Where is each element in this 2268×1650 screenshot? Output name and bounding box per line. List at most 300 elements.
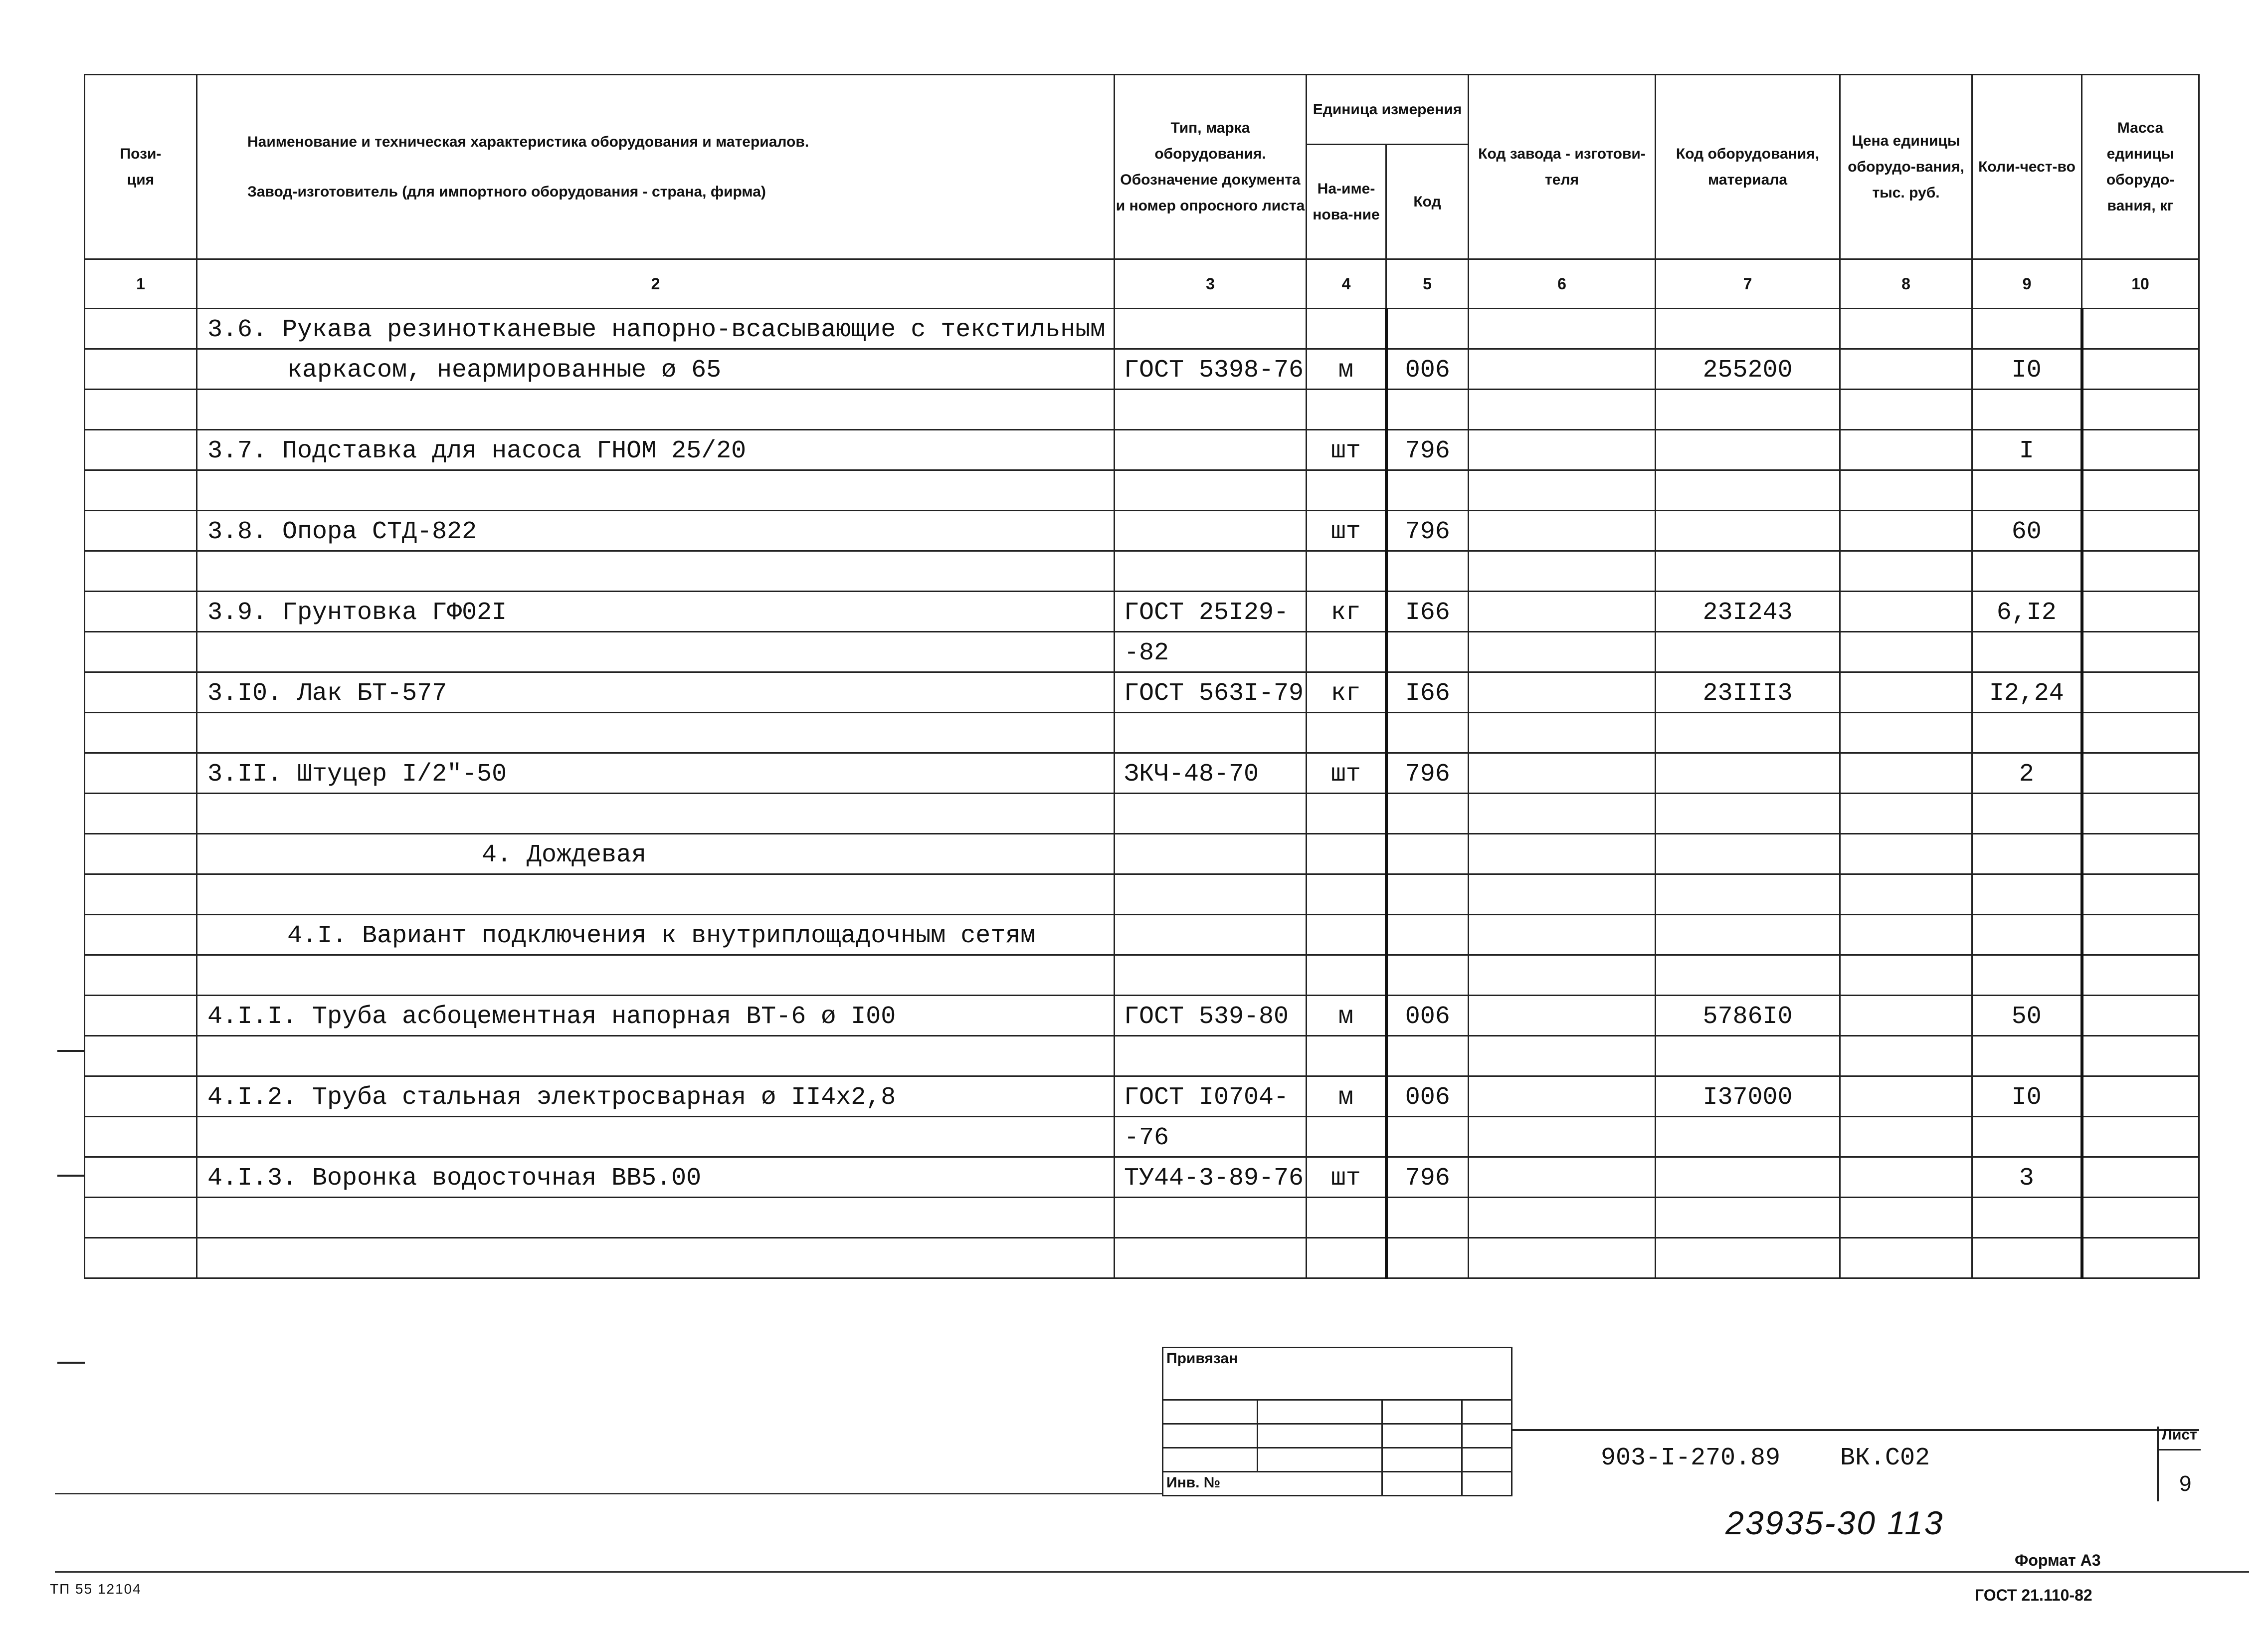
factory-cell bbox=[1469, 1198, 1656, 1238]
fold-mark bbox=[57, 1362, 85, 1364]
qty-cell: 50 bbox=[1972, 996, 2082, 1036]
factory-cell bbox=[1469, 874, 1656, 915]
qty-cell bbox=[1972, 834, 2082, 874]
mass-cell bbox=[2082, 713, 2199, 753]
corner-code: ТП 55 12104 bbox=[50, 1581, 142, 1597]
column-number: 7 bbox=[1656, 259, 1840, 309]
doc-cell: ТУ44-3-89-76 bbox=[1115, 1157, 1307, 1198]
doc-cell bbox=[1115, 874, 1307, 915]
name-cell: 3.7. Подставка для насоса ГНОМ 25/20 bbox=[197, 430, 1115, 470]
code-cell bbox=[1386, 834, 1469, 874]
mcode-cell bbox=[1656, 713, 1840, 753]
factory-cell bbox=[1469, 390, 1656, 430]
table-row bbox=[85, 1117, 2199, 1157]
position-cell bbox=[85, 390, 197, 430]
mcode-cell: I37000 bbox=[1656, 1076, 1840, 1117]
position-cell bbox=[85, 874, 197, 915]
qty-cell: I0 bbox=[1972, 1076, 2082, 1117]
factory-cell bbox=[1469, 430, 1656, 470]
factory-cell bbox=[1469, 955, 1656, 996]
table-row bbox=[85, 672, 2199, 713]
unit-cell: шт bbox=[1307, 430, 1386, 470]
unit-cell bbox=[1307, 915, 1386, 955]
qty-cell bbox=[1972, 1238, 2082, 1278]
code-cell: 796 bbox=[1386, 1157, 1469, 1198]
position-cell bbox=[85, 834, 197, 874]
stamp-cell bbox=[1462, 1472, 1512, 1496]
gost-label: ГОСТ 21.110-82 bbox=[1975, 1586, 2092, 1604]
qty-cell bbox=[1972, 794, 2082, 834]
mass-cell bbox=[2082, 1157, 2199, 1198]
factory-cell bbox=[1469, 713, 1656, 753]
qty-cell bbox=[1972, 632, 2082, 672]
mcode-cell bbox=[1656, 1157, 1840, 1198]
header-name bbox=[197, 75, 1115, 259]
unit-cell bbox=[1307, 1117, 1386, 1157]
table-row bbox=[85, 309, 2199, 349]
format-label: Формат А3 bbox=[2015, 1551, 2101, 1569]
price-cell bbox=[1840, 874, 1972, 915]
mass-cell bbox=[2082, 551, 2199, 592]
mass-cell bbox=[2082, 1036, 2199, 1076]
factory-cell bbox=[1469, 511, 1656, 551]
factory-cell bbox=[1469, 1238, 1656, 1278]
factory-cell bbox=[1469, 349, 1656, 390]
code-cell: 796 bbox=[1386, 511, 1469, 551]
doc-cell bbox=[1115, 1238, 1307, 1278]
doc-cell: ГОСТ 539-80 bbox=[1115, 996, 1307, 1036]
stamp-cell bbox=[1462, 1448, 1512, 1472]
code-cell: 796 bbox=[1386, 430, 1469, 470]
unit-cell: м bbox=[1307, 1076, 1386, 1117]
price-cell bbox=[1840, 632, 1972, 672]
code-cell bbox=[1386, 955, 1469, 996]
mass-cell bbox=[2082, 430, 2199, 470]
column-number: 2 bbox=[197, 259, 1115, 309]
stamp-cell bbox=[1163, 1448, 1258, 1472]
qty-cell bbox=[1972, 713, 2082, 753]
mass-cell bbox=[2082, 1076, 2199, 1117]
doc-cell: ГОСТ 5398-76 bbox=[1115, 349, 1307, 390]
stamp-cell bbox=[1382, 1448, 1462, 1472]
factory-cell bbox=[1469, 632, 1656, 672]
name-cell: 3.6. Рукава резинотканевые напорно-всасывающие с текстильным bbox=[197, 309, 1115, 349]
name-cell bbox=[197, 955, 1115, 996]
header-material-code: Код оборудования, материала bbox=[1656, 75, 1840, 259]
position-cell bbox=[85, 632, 197, 672]
price-cell bbox=[1840, 592, 1972, 632]
unit-cell: кг bbox=[1307, 592, 1386, 632]
code-cell bbox=[1386, 551, 1469, 592]
mass-cell bbox=[2082, 592, 2199, 632]
code-cell bbox=[1386, 309, 1469, 349]
qty-cell bbox=[1972, 309, 2082, 349]
mcode-cell bbox=[1656, 309, 1840, 349]
doc-cell: -76 bbox=[1115, 1117, 1307, 1157]
position-cell bbox=[85, 672, 197, 713]
name-cell bbox=[197, 390, 1115, 430]
column-number-row bbox=[85, 259, 2199, 309]
unit-cell: кг bbox=[1307, 672, 1386, 713]
position-cell bbox=[85, 996, 197, 1036]
unit-cell: шт bbox=[1307, 753, 1386, 794]
position-cell bbox=[85, 1157, 197, 1198]
table-row bbox=[85, 996, 2199, 1036]
mass-cell bbox=[2082, 309, 2199, 349]
stamp-cell bbox=[1258, 1400, 1382, 1424]
factory-cell bbox=[1469, 834, 1656, 874]
unit-cell bbox=[1307, 1036, 1386, 1076]
price-cell bbox=[1840, 1238, 1972, 1278]
code-cell bbox=[1386, 713, 1469, 753]
position-cell bbox=[85, 511, 197, 551]
price-cell bbox=[1840, 1157, 1972, 1198]
mcode-cell bbox=[1656, 1117, 1840, 1157]
name-cell bbox=[197, 874, 1115, 915]
unit-cell bbox=[1307, 1198, 1386, 1238]
mass-cell bbox=[2082, 794, 2199, 834]
name-cell: 4.I. Вариант подключения к внутриплощадочным сетям bbox=[197, 915, 1115, 955]
doc-cell bbox=[1115, 309, 1307, 349]
code-cell bbox=[1386, 874, 1469, 915]
name-cell bbox=[197, 1117, 1115, 1157]
stamp-cell bbox=[1258, 1448, 1382, 1472]
price-cell bbox=[1840, 672, 1972, 713]
doc-cell bbox=[1115, 915, 1307, 955]
table-row bbox=[85, 349, 2199, 390]
column-number: 1 bbox=[85, 259, 197, 309]
price-cell bbox=[1840, 753, 1972, 794]
doc-cell bbox=[1115, 834, 1307, 874]
header-price: Цена единицы оборудо-вания, тыс. руб. bbox=[1840, 75, 1972, 259]
table-row bbox=[85, 753, 2199, 794]
code-cell bbox=[1386, 632, 1469, 672]
mass-cell bbox=[2082, 632, 2199, 672]
table-row bbox=[85, 551, 2199, 592]
qty-cell bbox=[1972, 551, 2082, 592]
position-cell bbox=[85, 713, 197, 753]
mass-cell bbox=[2082, 1238, 2199, 1278]
price-cell bbox=[1840, 511, 1972, 551]
mcode-cell bbox=[1656, 834, 1840, 874]
header-unit-group: Единица измерения bbox=[1307, 75, 1469, 145]
table-row bbox=[85, 955, 2199, 996]
position-cell bbox=[85, 1238, 197, 1278]
trim-line bbox=[55, 1493, 1162, 1494]
name-cell: 4. Дождевая bbox=[197, 834, 1115, 874]
price-cell bbox=[1840, 309, 1972, 349]
factory-cell bbox=[1469, 672, 1656, 713]
mass-cell bbox=[2082, 874, 2199, 915]
mcode-cell bbox=[1656, 511, 1840, 551]
mcode-cell bbox=[1656, 753, 1840, 794]
doc-cell: ЗКЧ-48-70 bbox=[1115, 753, 1307, 794]
stamp-cell bbox=[1163, 1424, 1258, 1448]
doc-cell bbox=[1115, 1198, 1307, 1238]
qty-cell: 6,I2 bbox=[1972, 592, 2082, 632]
price-cell bbox=[1840, 713, 1972, 753]
fold-mark bbox=[57, 1050, 85, 1052]
name-cell bbox=[197, 1238, 1115, 1278]
doc-cell bbox=[1115, 470, 1307, 511]
unit-cell bbox=[1307, 551, 1386, 592]
unit-cell: шт bbox=[1307, 511, 1386, 551]
mcode-cell: 23III3 bbox=[1656, 672, 1840, 713]
qty-cell: I bbox=[1972, 430, 2082, 470]
qty-cell bbox=[1972, 470, 2082, 511]
column-number: 4 bbox=[1307, 259, 1386, 309]
mass-cell bbox=[2082, 955, 2199, 996]
position-cell bbox=[85, 309, 197, 349]
table-row bbox=[85, 1238, 2199, 1278]
position-cell bbox=[85, 349, 197, 390]
header-unit-code: Код bbox=[1386, 145, 1469, 259]
fold-mark bbox=[57, 1175, 85, 1177]
factory-cell bbox=[1469, 551, 1656, 592]
table-row bbox=[85, 632, 2199, 672]
price-cell bbox=[1840, 1198, 1972, 1238]
name-cell bbox=[197, 470, 1115, 511]
bottom-trim-line bbox=[55, 1571, 2249, 1573]
name-cell: 4.I.I. Труба асбоцементная напорная ВТ-6 ø I00 bbox=[197, 996, 1115, 1036]
unit-cell bbox=[1307, 713, 1386, 753]
mcode-cell bbox=[1656, 632, 1840, 672]
mcode-cell bbox=[1656, 794, 1840, 834]
name-cell bbox=[197, 632, 1115, 672]
name-cell bbox=[197, 1198, 1115, 1238]
code-cell bbox=[1386, 1117, 1469, 1157]
mass-cell bbox=[2082, 915, 2199, 955]
code-cell bbox=[1386, 390, 1469, 430]
name-cell bbox=[197, 551, 1115, 592]
position-cell bbox=[85, 1036, 197, 1076]
doc-cell: ГОСТ I0704- bbox=[1115, 1076, 1307, 1117]
code-cell bbox=[1386, 1238, 1469, 1278]
doc-cell bbox=[1115, 390, 1307, 430]
table-row bbox=[85, 511, 2199, 551]
code-cell: 006 bbox=[1386, 349, 1469, 390]
factory-cell bbox=[1469, 470, 1656, 511]
doc-cell bbox=[1115, 794, 1307, 834]
mcode-cell bbox=[1656, 430, 1840, 470]
table-row bbox=[85, 390, 2199, 430]
stamp-cell bbox=[1382, 1424, 1462, 1448]
stamp-inv-label: Инв. № bbox=[1163, 1472, 1382, 1496]
mcode-cell: 255200 bbox=[1656, 349, 1840, 390]
doc-cell bbox=[1115, 551, 1307, 592]
unit-cell bbox=[1307, 874, 1386, 915]
stamp-cell bbox=[1382, 1472, 1462, 1496]
header-name-line1: Наименование и техническая характеристика оборудования и материалов. bbox=[247, 133, 809, 150]
table-row bbox=[85, 874, 2199, 915]
doc-cell bbox=[1115, 1036, 1307, 1076]
unit-cell bbox=[1307, 309, 1386, 349]
doc-cell: ГОСТ 563I-79 bbox=[1115, 672, 1307, 713]
position-cell bbox=[85, 753, 197, 794]
table-row bbox=[85, 915, 2199, 955]
name-cell bbox=[197, 1036, 1115, 1076]
table-row bbox=[85, 430, 2199, 470]
table-row bbox=[85, 1076, 2199, 1117]
unit-cell: м bbox=[1307, 349, 1386, 390]
mcode-cell bbox=[1656, 915, 1840, 955]
price-cell bbox=[1840, 1036, 1972, 1076]
price-cell bbox=[1840, 794, 1972, 834]
position-cell bbox=[85, 1198, 197, 1238]
column-number: 3 bbox=[1115, 259, 1307, 309]
mass-cell bbox=[2082, 753, 2199, 794]
unit-cell bbox=[1307, 390, 1386, 430]
factory-cell bbox=[1469, 592, 1656, 632]
doc-cell bbox=[1115, 430, 1307, 470]
position-cell bbox=[85, 1117, 197, 1157]
unit-cell bbox=[1307, 794, 1386, 834]
price-cell bbox=[1840, 430, 1972, 470]
table-row bbox=[85, 834, 2199, 874]
sheet-label: Лист bbox=[2162, 1427, 2197, 1443]
doc-cell: ГОСТ 25I29- bbox=[1115, 592, 1307, 632]
mass-cell bbox=[2082, 349, 2199, 390]
mcode-cell: 5786I0 bbox=[1656, 996, 1840, 1036]
mass-cell bbox=[2082, 834, 2199, 874]
table-row bbox=[85, 713, 2199, 753]
factory-cell bbox=[1469, 753, 1656, 794]
unit-cell: шт bbox=[1307, 1157, 1386, 1198]
factory-cell bbox=[1469, 309, 1656, 349]
price-cell bbox=[1840, 955, 1972, 996]
qty-cell: 3 bbox=[1972, 1157, 2082, 1198]
mcode-cell bbox=[1656, 1198, 1840, 1238]
header-factory-code: Код завода - изготови-теля bbox=[1469, 75, 1656, 259]
table-row bbox=[85, 592, 2199, 632]
column-number: 9 bbox=[1972, 259, 2082, 309]
mcode-cell bbox=[1656, 551, 1840, 592]
document-mark: ВК.С02 bbox=[1840, 1444, 1930, 1472]
code-cell: 796 bbox=[1386, 753, 1469, 794]
doc-cell: -82 bbox=[1115, 632, 1307, 672]
mass-cell bbox=[2082, 1117, 2199, 1157]
mass-cell bbox=[2082, 996, 2199, 1036]
stamp-bound-label: Привязан bbox=[1163, 1348, 1512, 1400]
price-cell bbox=[1840, 470, 1972, 511]
code-cell bbox=[1386, 915, 1469, 955]
table-row bbox=[85, 470, 2199, 511]
name-cell: 4.I.2. Труба стальная электросварная ø II4x2,8 bbox=[197, 1076, 1115, 1117]
column-number: 5 bbox=[1386, 259, 1469, 309]
name-cell: 3.II. Штуцер I/2"-50 bbox=[197, 753, 1115, 794]
name-cell bbox=[197, 794, 1115, 834]
specification-body bbox=[85, 309, 2199, 1278]
price-cell bbox=[1840, 915, 1972, 955]
table-row bbox=[85, 1157, 2199, 1198]
inventory-number: 23935-30 113 bbox=[1725, 1504, 1944, 1541]
position-cell bbox=[85, 430, 197, 470]
position-cell bbox=[85, 955, 197, 996]
position-cell bbox=[85, 794, 197, 834]
table-row bbox=[85, 1036, 2199, 1076]
factory-cell bbox=[1469, 1076, 1656, 1117]
stamp-cell bbox=[1382, 1400, 1462, 1424]
mcode-cell bbox=[1656, 470, 1840, 511]
mass-cell bbox=[2082, 672, 2199, 713]
column-number: 8 bbox=[1840, 259, 1972, 309]
factory-cell bbox=[1469, 794, 1656, 834]
price-cell bbox=[1840, 551, 1972, 592]
column-number: 6 bbox=[1469, 259, 1656, 309]
code-cell: 006 bbox=[1386, 996, 1469, 1036]
code-cell bbox=[1386, 470, 1469, 511]
mass-cell bbox=[2082, 1198, 2199, 1238]
name-cell: 3.8. Опора СТД-822 bbox=[197, 511, 1115, 551]
qty-cell: 2 bbox=[1972, 753, 2082, 794]
table-row bbox=[85, 1198, 2199, 1238]
unit-cell bbox=[1307, 632, 1386, 672]
price-cell bbox=[1840, 834, 1972, 874]
code-cell bbox=[1386, 1036, 1469, 1076]
qty-cell bbox=[1972, 1117, 2082, 1157]
name-cell: 4.I.3. Воронка водосточная ВВ5.00 bbox=[197, 1157, 1115, 1198]
stamp-cell bbox=[1163, 1400, 1258, 1424]
mcode-cell bbox=[1656, 955, 1840, 996]
qty-cell bbox=[1972, 874, 2082, 915]
name-cell: 3.9. Грунтовка ГФ02I bbox=[197, 592, 1115, 632]
code-cell bbox=[1386, 794, 1469, 834]
mass-cell bbox=[2082, 390, 2199, 430]
qty-cell: I0 bbox=[1972, 349, 2082, 390]
header-type: Тип, марка оборудования. Обозначение документа и номер опросного листа bbox=[1115, 75, 1307, 259]
stamp-cell bbox=[1462, 1400, 1512, 1424]
qty-cell: I2,24 bbox=[1972, 672, 2082, 713]
code-cell bbox=[1386, 1198, 1469, 1238]
factory-cell bbox=[1469, 1036, 1656, 1076]
doc-cell bbox=[1115, 955, 1307, 996]
stamp-cell bbox=[1462, 1424, 1512, 1448]
mcode-cell bbox=[1656, 390, 1840, 430]
doc-cell bbox=[1115, 511, 1307, 551]
mass-cell bbox=[2082, 511, 2199, 551]
stamp-cell bbox=[1258, 1424, 1382, 1448]
mass-cell bbox=[2082, 470, 2199, 511]
sheet-box-divider bbox=[2157, 1449, 2201, 1450]
mcode-cell bbox=[1656, 1036, 1840, 1076]
qty-cell bbox=[1972, 1036, 2082, 1076]
sheet-number: 9 bbox=[2179, 1471, 2192, 1496]
position-cell bbox=[85, 915, 197, 955]
factory-cell bbox=[1469, 1157, 1656, 1198]
unit-cell: м bbox=[1307, 996, 1386, 1036]
unit-cell bbox=[1307, 834, 1386, 874]
position-cell bbox=[85, 551, 197, 592]
name-cell: 3.I0. Лак БТ-577 bbox=[197, 672, 1115, 713]
price-cell bbox=[1840, 1117, 1972, 1157]
price-cell bbox=[1840, 390, 1972, 430]
document-code: 903-I-270.89 bbox=[1601, 1444, 1781, 1472]
name-cell bbox=[197, 713, 1115, 753]
mcode-cell bbox=[1656, 1238, 1840, 1278]
code-cell: I66 bbox=[1386, 672, 1469, 713]
binding-stamp bbox=[1162, 1347, 1512, 1496]
column-number: 10 bbox=[2082, 259, 2199, 309]
code-cell: I66 bbox=[1386, 592, 1469, 632]
factory-cell bbox=[1469, 915, 1656, 955]
position-cell bbox=[85, 592, 197, 632]
qty-cell bbox=[1972, 1198, 2082, 1238]
factory-cell bbox=[1469, 1117, 1656, 1157]
factory-cell bbox=[1469, 996, 1656, 1036]
unit-cell bbox=[1307, 955, 1386, 996]
doc-cell bbox=[1115, 713, 1307, 753]
specification-table bbox=[84, 74, 2200, 1279]
